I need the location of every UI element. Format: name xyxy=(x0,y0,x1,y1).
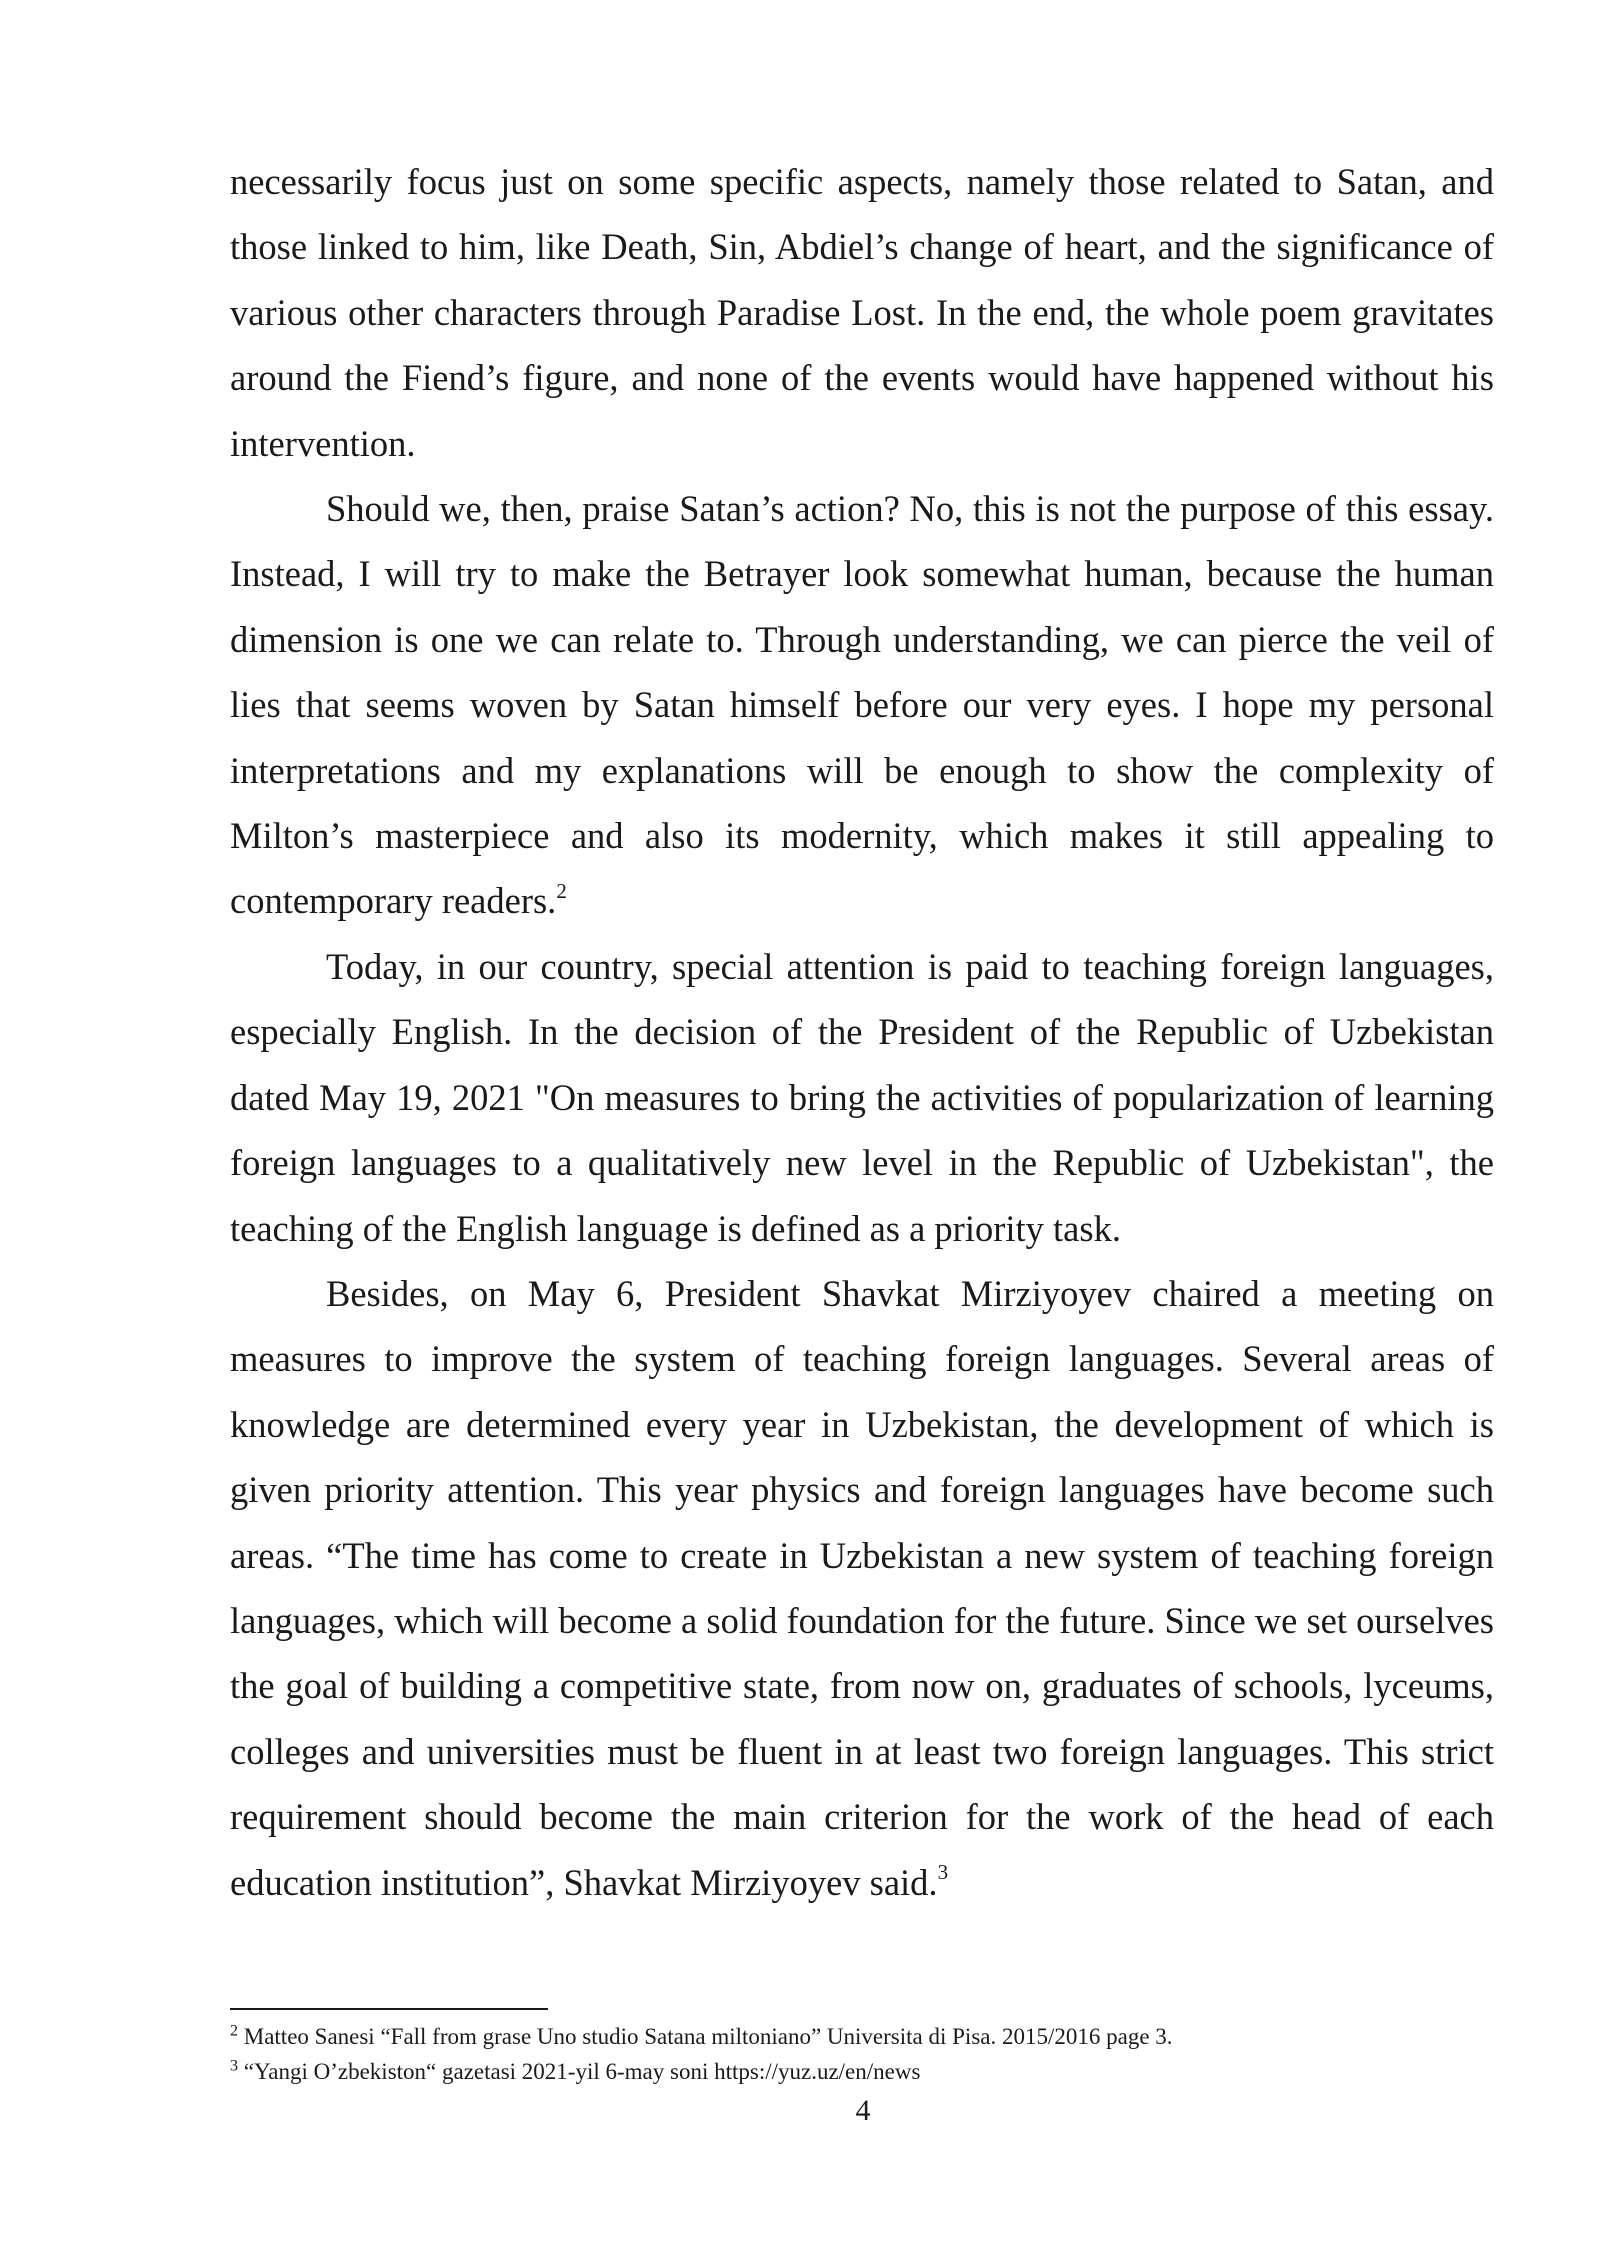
footnote-text: Matteo Sanesi “Fall from grase Uno studio Satana miltoniano” Universita di Pisa. 2015/2016 page 3. xyxy=(243,2024,1173,2049)
footnote-number: 2 xyxy=(230,2022,238,2040)
paragraph xyxy=(230,1261,1494,1915)
footnote-reference[interactable]: 3 xyxy=(937,1860,949,1885)
paragraph-text: Should we, then, praise Satan’s action? No, this is not the purpose of this essay. Instead, I will try to make the Betrayer look somewhat human, because the human dimension is one we can relate to. Through understanding, we can pierce the veil of lies that seems woven by Satan himself before our very eyes. I hope my personal interpretations and my explanations will be enough to show the complexity of Milton’s masterpiece and also its modernity, which makes it still appealing to contemporary readers. xyxy=(230,488,1494,922)
paragraph xyxy=(230,476,1494,934)
paragraph-continuation xyxy=(230,149,1494,476)
footnote-text: “Yangi O’zbekiston“ gazetasi 2021-yil 6-may soni https://yuz.uz/en/news xyxy=(243,2059,921,2084)
paragraph-text: necessarily focus just on some specific aspects, namely those related to Satan, and those linked to him, like Death, Sin, Abdiel’s change of heart, and the significance of various other characters through Paradise Lost. In the end, the whole poem gravitates around the Fiend’s figure, and none of the events would have happened without his intervention. xyxy=(230,161,1494,464)
footnotes xyxy=(230,2019,1494,2089)
footnote xyxy=(230,2019,1494,2054)
paragraph xyxy=(230,934,1494,1261)
footnote-separator xyxy=(230,2008,548,2010)
footnote-number: 3 xyxy=(230,2057,238,2075)
footnote xyxy=(230,2054,1494,2089)
body-text xyxy=(230,149,1494,1915)
paragraph-text: Today, in our country, special attention is paid to teaching foreign languages, especially English. In the decision of the President of the Republic of Uzbekistan dated May 19, 2021 "On measures to bring the activities of popularization of learning foreign languages to a qualitatively new level in the Republic of Uzbekistan", the teaching of the English language is defined as a priority task. xyxy=(230,945,1494,1249)
page-number: 4 xyxy=(855,2094,871,2127)
footnote-reference[interactable]: 2 xyxy=(556,879,567,904)
paragraph-text: Besides, on May 6, President Shavkat Mirziyoyev chaired a meeting on measures to improve the system of teaching foreign languages. Several areas of knowledge are determined every year in Uzbekistan, the development of which is given priority attention. This year physics and foreign languages have become such areas. “The time has come to create in Uzbekistan a new system of teaching foreign languages, which will become a solid foundation for the future. Since we set ourselves the goal of building a competitive state, from now on, graduates of schools, lyceums, colleges and universities must be fluent in at least two foreign languages. This strict requirement should become the main criterion for the work of the head of each education institution”, Shavkat Mirziyoyev said. xyxy=(230,1272,1494,1903)
